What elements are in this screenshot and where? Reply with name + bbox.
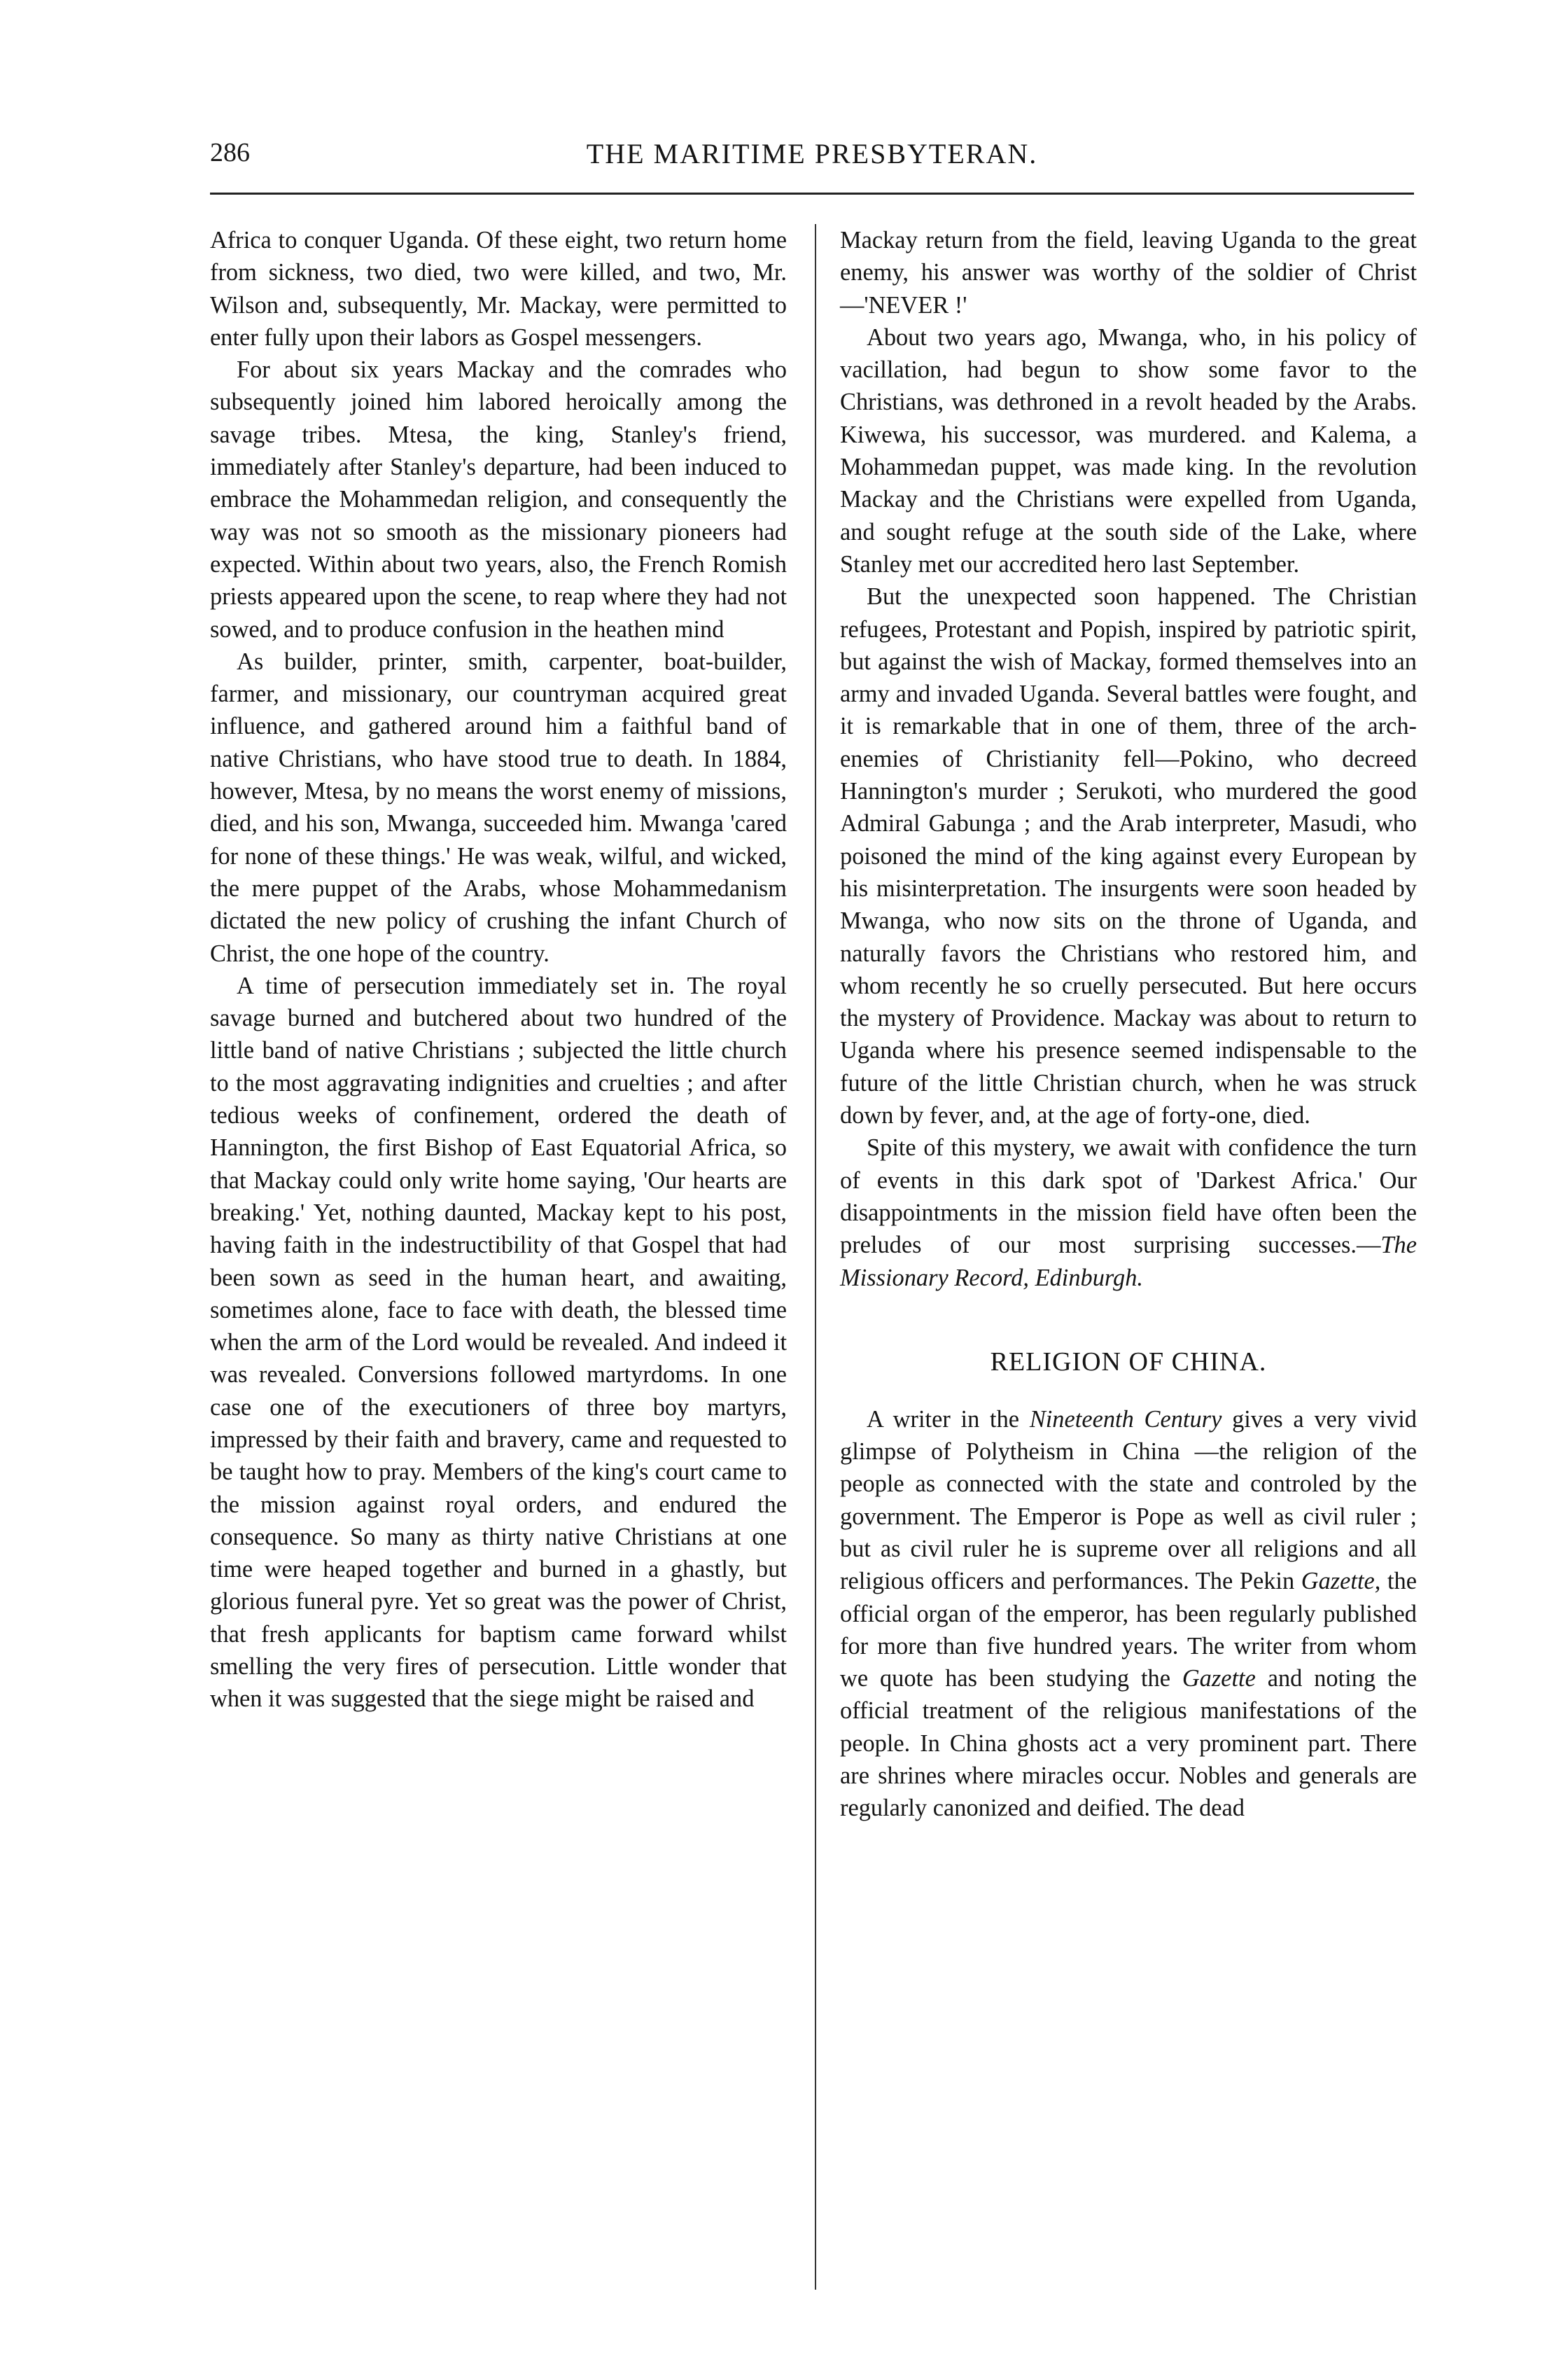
paragraph: Mackay return from the field, leaving Uganda to the great enemy, his answer was worthy of the soldier of Christ—'NEVER !' [840, 227, 1417, 319]
section-title: RELIGION OF CHINA. [990, 1346, 1267, 1377]
paragraph: About two years ago, Mwanga, who, in his policy of vacillation, had begun to show some favor to the Christians, was dethroned in a revolt headed by the Arabs. Kiwewa, his successor, was murdered. and Kalema, a Mohammedan puppet, was made king. In the revolution Mackay and the Christians were expelled from Uganda, and sought refuge at the south side of the Lake, where Stanley met our accredited hero last September. [840, 323, 1417, 578]
paragraph-text: the official organ of the emperor, has been regularly published for more than five hundred years. The writer from whom we quote has been studying the [840, 1568, 1417, 1692]
paragraph: A time of persecution immediately set in. The royal savage burned and butchered about two hundred of the little band of native Christians ; subjected the little church to the most aggravating indignities and cruelties ; and after tedious weeks of confinement, ordered the death of Hannington, the first Bishop of East Equatorial Africa, so that Mackay could only write home saying, 'Our hearts are breaking.' Yet, nothing daunted, Mackay kept to his post, having faith in the indestructibility of that Gospel that had been sown as seed in the human heart, and awaiting, sometimes alone, face to face with death, the blessed time when the arm of the Lord would be revealed. And indeed it was revealed. Conversions followed martyrdoms. In one case one of the executioners of three boy martyrs, impressed by their faith and bravery, came and requested to be taught how to pray. Members of the king's court came to the mission against royal orders, and endured the consequence. So many as thirty native Christians at one time were heaped together and burned in a ghastly, but glorious funeral pyre. Yet so great was the power of Christ, that fresh applicants for baptism came forward whilst smelling the very fires of persecution. Little wonder that when it was suggested that the siege might be raised and [210, 972, 787, 1713]
paragraph [840, 1403, 1417, 1825]
gazette-title: Gazette, [1301, 1568, 1381, 1595]
paragraph-text: gives a very vivid glimpse of Polytheism in China —the religion of the people as connected with the state and controled by the government. The Emperor is Pope as well as civil ruler ; but as civil ruler he is supreme over all religions and all religious officers and performances. The Pekin [840, 1405, 1417, 1595]
paragraph: But the unexpected soon happened. The Christian refugees, Protestant and Popish, inspired by patriotic spirit, but against the wish of Mackay, formed themselves into an army and invaded Uganda. Several battles were fought, and it is remarkable that in one of them, three of the arch-enemies of Christianity fell—Pokino, who decreed Hannington's murder ; Serukoti, who murdered the good Admiral Gabunga ; and the Arab interpreter, Masudi, who poisoned the mind of the king against every European by his misinterpretation. The insurgents were soon headed by Mwanga, who now sits on the throne of Uganda, and naturally favors the Christians who restored him, and whom recently he so cruelly persecuted. But here occurs the mystery of Providence. Mackay was about to return to Uganda where his presence seemed indispensable to the future of the little Christian church, when he was struck down by fever, and, at the age of forty-one, died. [840, 583, 1417, 1129]
magazine-title: Nineteenth Century [1029, 1405, 1222, 1433]
page-number: 286 [210, 138, 250, 167]
header-rule [210, 193, 1414, 195]
paragraph-text: Spite of this mystery, we await with confidence the turn of events in this dark spot of 'Darkest Africa.' Our disappointments in the mission field have often been the preludes of our most surprising successes.— [840, 1134, 1417, 1259]
left-column [210, 224, 787, 1716]
gazette-title: Gazette [1182, 1665, 1256, 1692]
paragraph: For about six years Mackay and the comrades who subsequently joined him labored heroically among the savage tribes. Mtesa, the king, Stanley's friend, immediately after Stanley's departure, had been induced to embrace the Mohammedan religion, and consequently the way was not so smooth as the missionary pioneers had expected. Within about two years, also, the French Romish priests appeared upon the scene, to reap where they had not sowed, and to produce confusion in the heathen mind [210, 356, 787, 643]
source-citation: The Missionary Record, Edinburgh. [840, 1232, 1417, 1291]
paragraph-text: and noting the official treatment of the religious manifestations of the people. In China ghosts act a very prominent part. There are shrines where miracles occur. Nobles and generals are regularly canonized and deified. The dead [840, 1665, 1417, 1822]
running-title: THE MARITIME PRESBYTERAN. [586, 138, 1038, 169]
page-header [210, 134, 1414, 183]
paragraph-text: A writer in the [867, 1405, 1020, 1433]
paragraph: Africa to conquer Uganda. Of these eight, two return home from sickness, two died, two were killed, and two, Mr. Wilson and, subsequently, Mr. Mackay, were permitted to enter fully upon their labors as Gospel messengers. [210, 227, 787, 351]
paragraph: As builder, printer, smith, carpenter, boat-builder, farmer, and missionary, our countryman acquired great influence, and gathered around him a faithful band of native Christians, who have stood true to death. In 1884, however, Mtesa, by no means the worst enemy of missions, died, and his son, Mwanga, succeeded him. Mwanga 'cared for none of these things.' He was weak, wilful, and wicked, the mere puppet of the Arabs, whose Mohammedanism dictated the new policy of crushing the infant Church of Christ, the one hope of the country. [210, 648, 787, 967]
right-column [840, 224, 1417, 1825]
paragraph [840, 1132, 1417, 1293]
column-divider [815, 224, 816, 2290]
